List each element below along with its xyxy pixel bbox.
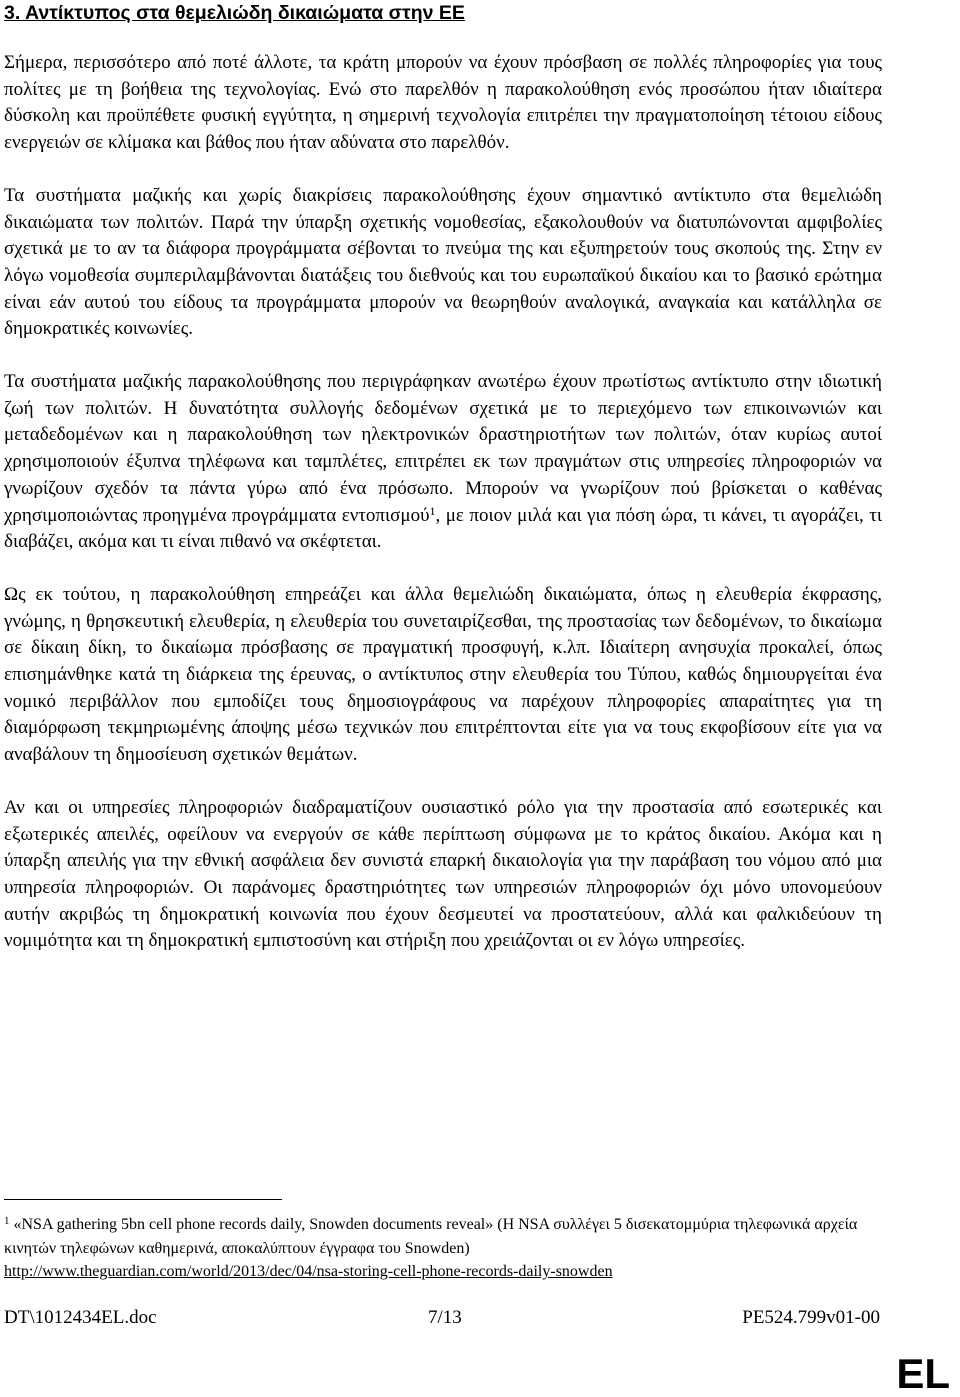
paragraph-1: Σήμερα, περισσότερο από ποτέ άλλοτε, τα κράτη μπορούν να έχουν πρόσβαση σε πολλές πληροφορίες για τους πολίτες με τη βοήθεια της τεχνολογίας. Ενώ στο παρελθόν η παρακολούθηση ενός προσώπου ήταν ιδιαίτερα δύσκολη και προϋπέθετε φυσική εγγύτητα, η σημερινή τεχνολογία επιτρέπει την πραγματοποίηση τέτοιου είδους ενεργειών σε κλίμακα και βάθος που ήταν αδύνατα στο παρελθόν. (4, 52, 882, 154)
paragraph-4: Ως εκ τούτου, η παρακολούθηση επηρεάζει και άλλα θεμελιώδη δικαιώματα, όπως η ελευθερία έκφρασης, γνώμης, η θρησκευτική ελευθερία, η ελευθερία του συνεταιρίζεσθαι, της προστασίας των δεδομένων, το δικαίωμα σε δίκαιη δίκη, το δικαίωμα πρόσβασης σε πραγματική προσφυγή, κ.λπ. Ιδιαίτερη ανησυχία προκαλεί, όπως επισημάνθηκε κατά τη διάρκεια της έρευνας, ο αντίκτυπος στην ελευθερία του Τύπου, καθώς δημιουργείται ένα νομικό περιβάλλον που εμποδίζει τους δημοσιογράφους να παρέχουν πληροφορίες απαραίτητες για τη διαμόρφωση τεκμηριωμένης άποψης μέσω τεχνικών που επιτρέπτονται είτε για να τους εκφοβίσουν είτε για να αναβάλουν τη δημοσίευση σχετικών θεμάτων. (4, 583, 882, 766)
footnote-number: 1 (4, 1215, 10, 1227)
footnote-separator (4, 1199, 282, 1200)
paragraph-5: Αν και οι υπηρεσίες πληροφοριών διαδραματίζουν ουσιαστικό ρόλο για την προστασία από εσωτερικές και εξωτερικές απειλές, οφείλουν να ενεργούν σε κάθε περίπτωση σύμφωνα με το κράτος δικαίου. Ακόμα και η ύπαρξη απειλής για την εθνική ασφάλεια δεν συνιστά επαρκή δικαιολογία για την παράβαση του νόμου από μια υπηρεσία πληροφοριών. Οι παράνομες δραστηριότητες των υπηρεσιών πληροφοριών όχι μόνο υπονομεύουν αυτήν ακριβώς τη δημοκρατική κοινωνία που έχουν δεσμευτεί να προστατεύουν, αλλά και φαλκιδεύουν τη νομιμότητα και τη δημοκρατική εμπιστοσύνη και στήριξη που χρειάζονται οι εν λόγω υπηρεσίες. (4, 796, 882, 952)
footnote-link[interactable]: http://www.theguardian.com/world/2013/dec/04/nsa-storing-cell-phone-records-daily-snowden (4, 1263, 613, 1280)
paragraph-2: Τα συστήματα μαζικής και χωρίς διακρίσεις παρακολούθησης έχουν σημαντικό αντίκτυπο στα θεμελιώδη δικαιώματα των πολιτών. Παρά την ύπαρξη σχετικής νομοθεσίας, εξακολουθούν να διατυπώνονται αμφιβολίες σχετικά με το αν τα διάφορα προγράμματα σέβονται το πνεύμα της και εξυπηρετούν τους σκοπούς της. Στην εν λόγω νομοθεσία συμπεριλαμβάνονται διατάξεις του διεθνούς και του ευρωπαϊκού δικαίου και το βασικό ερώτημα είναι εάν αυτού του είδους τα προγράμματα μπορούν να θεωρηθούν αναλογικά, αναγκαία και κατάλληλα σε δημοκρατικές κοινωνίες. (4, 184, 882, 340)
section-heading: 3. Αντίκτυπος στα θεμελιώδη δικαιώματα στην ΕΕ (4, 2, 465, 24)
page-footer (4, 1305, 880, 1331)
footnote-reference[interactable]: 1 (429, 503, 436, 518)
footer-pe-ref: PE524.799v01-00 (742, 1307, 880, 1328)
paragraph-3-text-a: Τα συστήματα μαζικής παρακολούθησης που περιγράφηκαν ανωτέρω έχουν πρωτίστως αντίκτυπο στην ιδιωτική ζωή των πολιτών. Η δυνατότητα συλλογής δεδομένων σχετικά με το περιεχόμενο των επικοινωνιών και μεταδεδομένων και η παρακολούθηση των ηλεκτρονικών δραστηριοτήτων των πολιτών, όταν κυρίως αυτοί χρησιμοποιούν έξυπνα τηλέφωνα και ταμπλέτες, επιτρέπει εκ των πραγμάτων στις υπηρεσίες πληροφοριών να γνωρίζουν σχεδόν τα πάντα γύρω από ένα πρόσωπο. Μπορούν να γνωρίζουν πού βρίσκεται ο καθένας χρησιμοποιώντας προηγμένα προγράμματα εντοπισμού (4, 371, 882, 526)
footer-page-number: 7/13 (428, 1307, 462, 1328)
footnote (4, 1213, 884, 1284)
footnote-text: «NSA gathering 5bn cell phone records daily, Snowden documents reveal» (Η NSA συλλέγει 5 δισεκατομμύρια τηλεφωνικά αρχεία κινητών τηλεφώνων καθημερινά, αποκαλύπτουν έγγραφα του Snowden) (4, 1216, 858, 1257)
footer-doc-ref: DT\1012434EL.doc (4, 1307, 157, 1328)
paragraph-3 (4, 369, 882, 556)
body-text (4, 50, 882, 981)
language-tag: EL (896, 1350, 950, 1397)
paragraph-3-text-b: , με ποιον μιλά και για πόση ώρα, τι κάνει, τι αγοράζει, τι διαβάζει, ακόμα και τι είναι πιθανό να σκέφτεται. (4, 504, 882, 553)
